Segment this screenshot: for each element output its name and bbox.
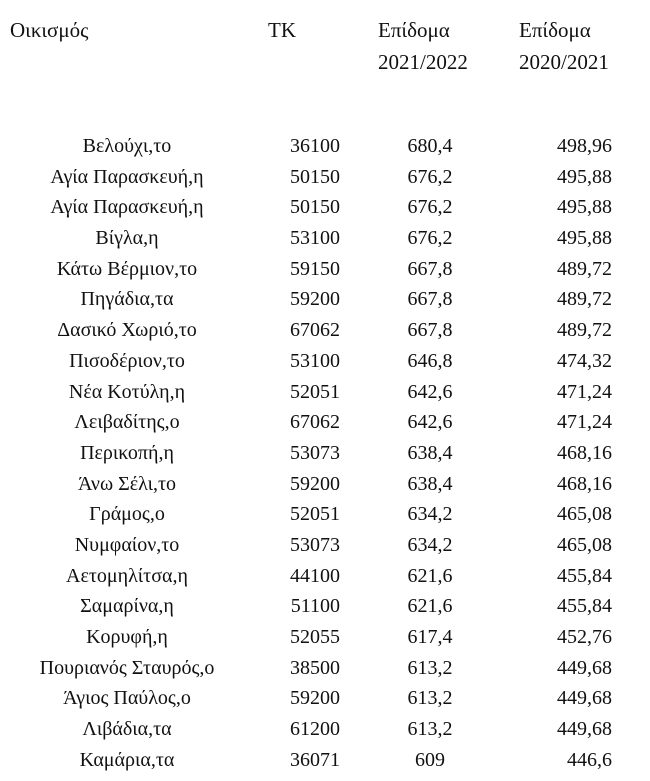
- table-row: [0, 254, 650, 285]
- table-row: [0, 131, 650, 162]
- table-row: [0, 499, 650, 530]
- settlement-cell: Περικοπή,η: [80, 441, 174, 464]
- allowance-2020-2021-cell: 449,68: [557, 687, 612, 710]
- header-allowance-2020-2021-line2: 2020/2021: [519, 50, 609, 74]
- table-row: [0, 745, 650, 776]
- tk-cell: 53073: [290, 533, 340, 556]
- allowance-2021-2022-cell: 667,8: [407, 257, 453, 280]
- tk-cell: 38500: [290, 656, 340, 679]
- allowance-2020-2021-cell: 471,24: [557, 411, 612, 434]
- settlement-cell: Βίγλα,η: [95, 227, 159, 250]
- tk-cell: 50150: [290, 165, 340, 188]
- table-row: [0, 315, 650, 346]
- allowance-2020-2021-cell: 455,84: [557, 595, 612, 618]
- allowance-2020-2021-cell: 489,72: [557, 257, 612, 280]
- tk-cell: 61200: [290, 718, 340, 741]
- allowance-2021-2022-cell: 676,2: [407, 196, 453, 219]
- allowance-2020-2021-cell: 449,68: [557, 718, 612, 741]
- settlement-cell: Νέα Κοτύλη,η: [68, 380, 186, 403]
- tk-cell: 52051: [290, 503, 340, 526]
- settlement-cell: Κορυφή,η: [86, 626, 168, 648]
- settlement-cell: Δασικό Χωριό,το: [57, 319, 197, 342]
- allowance-2021-2022-cell: 638,4: [407, 472, 453, 495]
- settlement-cell: Πηγάδια,τα: [80, 288, 174, 311]
- allowance-2021-2022-cell: 676,2: [407, 165, 453, 188]
- table-row: [0, 192, 650, 223]
- allowance-2020-2021-cell: 489,72: [557, 288, 612, 311]
- tk-cell: 36071: [290, 748, 340, 771]
- header-allowance-2021-2022-line1: Επίδομα: [378, 18, 450, 42]
- settlement-cell: Νυμφαίον,το: [74, 533, 180, 556]
- tk-cell: 52051: [290, 380, 340, 403]
- allowance-2021-2022-cell: 676,2: [407, 227, 453, 250]
- tk-cell: 59200: [290, 288, 340, 311]
- allowance-2020-2021-cell: 449,68: [557, 656, 612, 679]
- allowance-2021-2022-cell: 638,4: [407, 441, 453, 464]
- tk-cell: 51100: [290, 595, 340, 618]
- table-row: [0, 223, 650, 254]
- header-allowance-2020-2021-line1: Επίδομα: [519, 18, 591, 42]
- allowance-2020-2021-cell: 495,88: [557, 227, 612, 250]
- header-allowance-2020-2021: [519, 14, 609, 78]
- tk-cell: 67062: [290, 319, 340, 342]
- table-row: [0, 407, 650, 438]
- allowance-2020-2021-cell: 495,88: [557, 165, 612, 188]
- allowance-2020-2021-cell: 468,16: [557, 472, 612, 495]
- settlement-cell: Πουριανός Σταυρός,ο: [39, 656, 215, 679]
- settlement-cell: Καμάρια,τα: [79, 748, 175, 771]
- allowance-2021-2022-cell: 667,8: [407, 319, 453, 342]
- settlement-cell: Άνω Σέλι,το: [77, 472, 177, 495]
- settlement-cell: Άγιος Παύλος,ο: [63, 687, 191, 710]
- allowance-2021-2022-cell: 617,4: [407, 626, 453, 648]
- allowance-2021-2022-cell: 680,4: [407, 135, 453, 157]
- settlement-cell: Κάτω Βέρμιον,το: [56, 257, 198, 280]
- tk-cell: 53100: [290, 227, 340, 250]
- table-row: [0, 162, 650, 193]
- allowance-2020-2021-cell: 465,08: [557, 503, 612, 526]
- table-row: [0, 469, 650, 500]
- table-row: [0, 714, 650, 745]
- table-row: [0, 591, 650, 622]
- allowance-2021-2022-cell: 609: [415, 748, 445, 771]
- table-row: [0, 377, 650, 408]
- settlement-cell: Αγία Παρασκευή,η: [50, 196, 204, 219]
- table-body: [0, 131, 650, 775]
- allowance-2021-2022-cell: 642,6: [407, 380, 453, 403]
- tk-cell: 53100: [290, 349, 340, 372]
- table-row: [0, 561, 650, 592]
- tk-cell: 52055: [290, 626, 340, 648]
- allowance-2021-2022-cell: 613,2: [407, 656, 453, 679]
- allowance-2021-2022-cell: 613,2: [407, 687, 453, 710]
- tk-cell: 50150: [290, 196, 340, 219]
- allowance-2020-2021-cell: 489,72: [557, 319, 612, 342]
- table-row: [0, 438, 650, 469]
- allowance-2020-2021-cell: 468,16: [557, 441, 612, 464]
- allowance-2020-2021-cell: 465,08: [557, 533, 612, 556]
- tk-cell: 59200: [290, 472, 340, 495]
- allowance-2021-2022-cell: 646,8: [407, 349, 453, 372]
- tk-cell: 36100: [290, 135, 340, 157]
- allowance-2021-2022-cell: 667,8: [407, 288, 453, 311]
- allowance-2020-2021-cell: 452,76: [557, 626, 612, 648]
- table-row: [0, 346, 650, 377]
- allowance-2021-2022-cell: 634,2: [407, 503, 453, 526]
- header-settlement: Οικισμός: [10, 18, 89, 42]
- tk-cell: 53073: [290, 441, 340, 464]
- allowance-2021-2022-cell: 634,2: [407, 533, 453, 556]
- table-row: [0, 653, 650, 684]
- allowance-2021-2022-cell: 621,6: [407, 595, 453, 618]
- allowance-2021-2022-cell: 642,6: [407, 411, 453, 434]
- table-row: [0, 622, 650, 653]
- tk-cell: 67062: [290, 411, 340, 434]
- settlement-cell: Λιβάδια,τα: [82, 718, 172, 741]
- allowance-2020-2021-cell: 471,24: [557, 380, 612, 403]
- settlement-cell: Γράμος,ο: [89, 503, 165, 526]
- allowance-2020-2021-cell: 498,96: [557, 135, 612, 157]
- allowance-2020-2021-cell: 495,88: [557, 196, 612, 219]
- table-row: [0, 284, 650, 315]
- table-row: [0, 530, 650, 561]
- allowance-2020-2021-cell: 455,84: [557, 564, 612, 587]
- settlement-cell: Λειβαδίτης,ο: [74, 411, 180, 434]
- tk-cell: 59150: [290, 257, 340, 280]
- tk-cell: 44100: [290, 564, 340, 587]
- allowance-2021-2022-cell: 613,2: [407, 718, 453, 741]
- settlement-cell: Βελούχι,το: [82, 135, 172, 157]
- allowance-2021-2022-cell: 621,6: [407, 564, 453, 587]
- settlement-cell: Αετομηλίτσα,η: [66, 564, 188, 587]
- header-tk: ΤΚ: [268, 18, 296, 42]
- settlement-cell: Αγία Παρασκευή,η: [50, 165, 204, 188]
- tk-cell: 59200: [290, 687, 340, 710]
- table-row: [0, 683, 650, 714]
- allowance-2020-2021-cell: 474,32: [557, 349, 612, 372]
- allowance-2020-2021-cell: 446,6: [567, 748, 612, 771]
- settlement-cell: Σαμαρίνα,η: [80, 595, 174, 618]
- header-allowance-2021-2022-line2: 2021/2022: [378, 50, 468, 74]
- header-allowance-2021-2022: [378, 14, 468, 78]
- settlement-cell: Πισοδέριον,το: [69, 349, 185, 372]
